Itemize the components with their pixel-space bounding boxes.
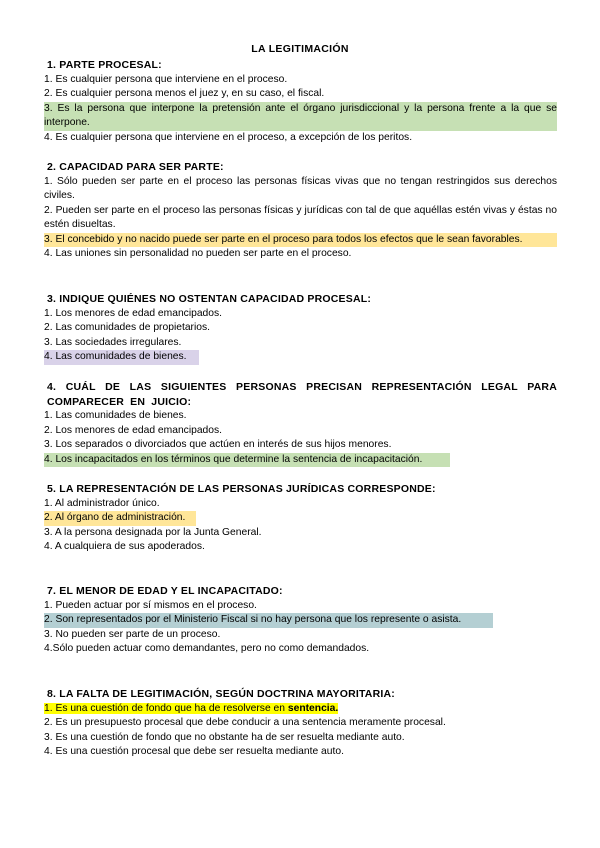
question-heading: 4. CUÁL DE LAS SIGUIENTES PERSONAS PRECISAN REPRESENTACIÓN LEGAL PARA COMPARECER EN JUICIO: [47,381,557,408]
option: 1. Pueden actuar por sí mismos en el proceso. [44,599,257,611]
question-1 [44,58,557,145]
question-heading: 1. PARTE PROCESAL: [47,59,162,71]
option: 3. No pueden ser parte de un proceso. [44,628,221,640]
option: 1. Sólo pueden ser parte en el proceso las personas físicas vivas que no tengan restringidos sus derechos civiles. [44,175,557,202]
option: 2. Es cualquier persona menos el juez y, en su caso, el fiscal. [44,88,325,100]
option: 2. Pueden ser parte en el proceso las personas físicas y jurídicas con tal de que aquéllas estén vivas y éstas no estén disueltas. [44,204,557,231]
question-heading: 8. LA FALTA DE LEGITIMACIÓN, SEGÚN DOCTRINA MAYORITARIA: [47,688,395,700]
option: 1. Las comunidades de bienes. [44,410,187,421]
option-highlight-span [44,703,338,714]
option-highlighted: 2. Al órgano de administración. [44,511,196,526]
question-heading: 7. EL MENOR DE EDAD Y EL INCAPACITADO: [47,585,283,597]
option: 2. Las comunidades de propietarios. [44,322,210,334]
question-heading: 5. LA REPRESENTACIÓN DE LAS PERSONAS JURÍDICAS CORRESPONDE: [47,483,436,495]
question-2 [44,160,557,262]
question-4 [44,380,557,467]
question-3 [44,292,557,365]
option: 2. Los menores de edad emancipados. [44,424,223,436]
option-highlighted: 3. El concebido y no nacido puede ser parte en el proceso para todos los efectos que le sean favorables. [44,233,557,248]
option: 4.Sólo pueden actuar como demandantes, pero no como demandados. [44,643,370,655]
option: 1. Al administrador único. [44,497,160,509]
page-title: LA LEGITIMACIÓN [251,43,349,55]
option: 4. Es una cuestión procesal que debe ser resuelta mediante auto. [44,746,344,758]
option-bold-text: sentencia. [287,702,339,714]
option: 4. Es cualquier persona que interviene en el proceso, a excepción de los peritos. [44,131,413,143]
question-5 [44,482,557,555]
option-text: 1. Es una cuestión de fondo que ha de resolverse en [44,702,288,714]
option: 1. Los menores de edad emancipados. [44,307,223,319]
option: 4. Las uniones sin personalidad no pueden ser parte en el proceso. [44,248,352,260]
option-highlighted: 4. Las comunidades de bienes. [44,350,199,365]
option: 3. Es una cuestión de fondo que no obstante ha de ser resuelta mediante auto. [44,731,405,743]
option-highlighted: 4. Los incapacitados en los términos que determine la sentencia de incapacitación. [44,453,450,468]
question-heading: 2. CAPACIDAD PARA SER PARTE: [47,161,224,173]
option-highlighted: 3. Es la persona que interpone la pretensión ante el órgano jurisdiccional y la persona frente a la que se interpone. [44,102,557,131]
question-heading: 3. INDIQUE QUIÉNES NO OSTENTAN CAPACIDAD PROCESAL: [47,293,372,305]
option: 3. Las sociedades irregulares. [44,336,182,348]
option: 4. A cualquiera de sus apoderados. [44,541,205,553]
option-highlighted: 2. Son representados por el Ministerio Fiscal si no hay persona que los represente o asista. [44,613,493,628]
question-8 [44,687,557,760]
option-highlighted [44,702,557,717]
question-7 [44,584,557,657]
option: 3. A la persona designada por la Junta General. [44,526,262,538]
option: 2. Es un presupuesto procesal que debe conducir a una sentencia meramente procesal. [44,717,446,729]
option: 1. Es cualquier persona que interviene en el proceso. [44,73,288,85]
option: 3. Los separados o divorciados que actúen en interés de sus hijos menores. [44,439,392,451]
